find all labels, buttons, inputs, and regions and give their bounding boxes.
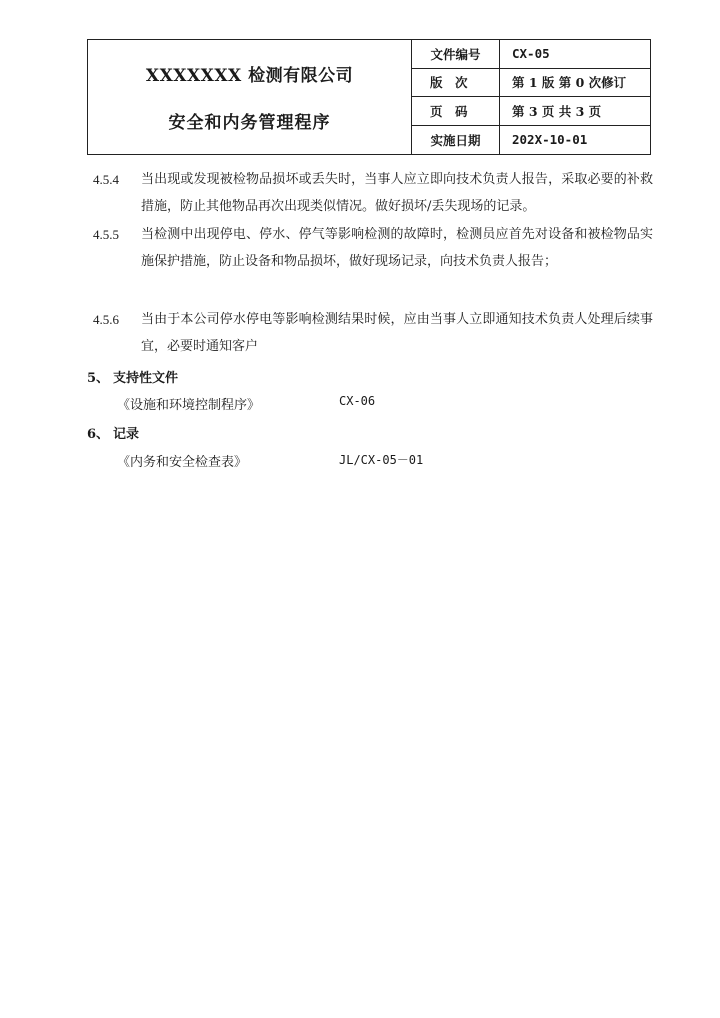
clause-number: 4.5.5 bbox=[93, 227, 119, 242]
page-number-label-text: 页 码 bbox=[430, 103, 468, 119]
clause-4-5-6 bbox=[93, 306, 653, 360]
clause-text: 当检测中出现停电、停水、停气等影响检测的故障时，检测员应首先对设备和被检物品实施保护措施，防止设备和物品损坏，做好现场记录，向技术负责人报告； bbox=[141, 227, 653, 269]
page-number-value: 第 3 页 共 3 页 bbox=[500, 97, 650, 126]
section-6-reference bbox=[117, 451, 424, 470]
section-5-reference bbox=[117, 394, 376, 413]
reference-code: JL/CX-05－01 bbox=[339, 453, 424, 467]
section-5-heading bbox=[87, 367, 178, 386]
section-title: 支持性文件 bbox=[113, 371, 179, 386]
reference-name: 《设施和环境控制程序》 bbox=[117, 398, 261, 413]
doc-number-label: 文件编号 bbox=[412, 40, 500, 69]
clause-4-5-5 bbox=[93, 221, 653, 275]
document-title: 安全和内务管理程序 bbox=[168, 113, 331, 133]
effective-date-label: 实施日期 bbox=[412, 126, 500, 155]
clause-text: 当出现或发现被检物品损坏或丢失时，当事人应立即向技术负责人报告，采取必要的补救措施，防止其他物品再次出现类似情况。做好损坏/丢失现场的记录。 bbox=[141, 172, 653, 214]
company-title-cell bbox=[88, 40, 412, 154]
reference-code: CX-06 bbox=[339, 394, 376, 408]
clause-number: 4.5.4 bbox=[93, 172, 119, 187]
section-6-heading bbox=[87, 423, 139, 442]
clause-text: 当由于本公司停水停电等影响检测结果时候，应由当事人立即通知技术负责人处理后续事宜，必要时通知客户 bbox=[141, 312, 653, 354]
section-title: 记录 bbox=[113, 427, 140, 442]
page-number-label bbox=[412, 97, 500, 126]
section-number: 5、 bbox=[87, 371, 110, 386]
edition-value: 第 1 版 第 0 次修订 bbox=[500, 69, 650, 98]
effective-date-value: 202X-10-01 bbox=[512, 132, 588, 148]
doc-number-value: CX-05 bbox=[500, 40, 650, 69]
reference-name: 《内务和安全检查表》 bbox=[117, 455, 248, 470]
edition-label bbox=[412, 69, 500, 98]
section-number: 6、 bbox=[87, 427, 110, 442]
clause-4-5-4 bbox=[93, 166, 653, 220]
document-header-table bbox=[87, 39, 651, 155]
edition-label-text: 版 次 bbox=[430, 75, 468, 91]
company-name: XXXXXXX 检测有限公司 bbox=[145, 66, 354, 86]
clause-number: 4.5.6 bbox=[93, 312, 119, 327]
